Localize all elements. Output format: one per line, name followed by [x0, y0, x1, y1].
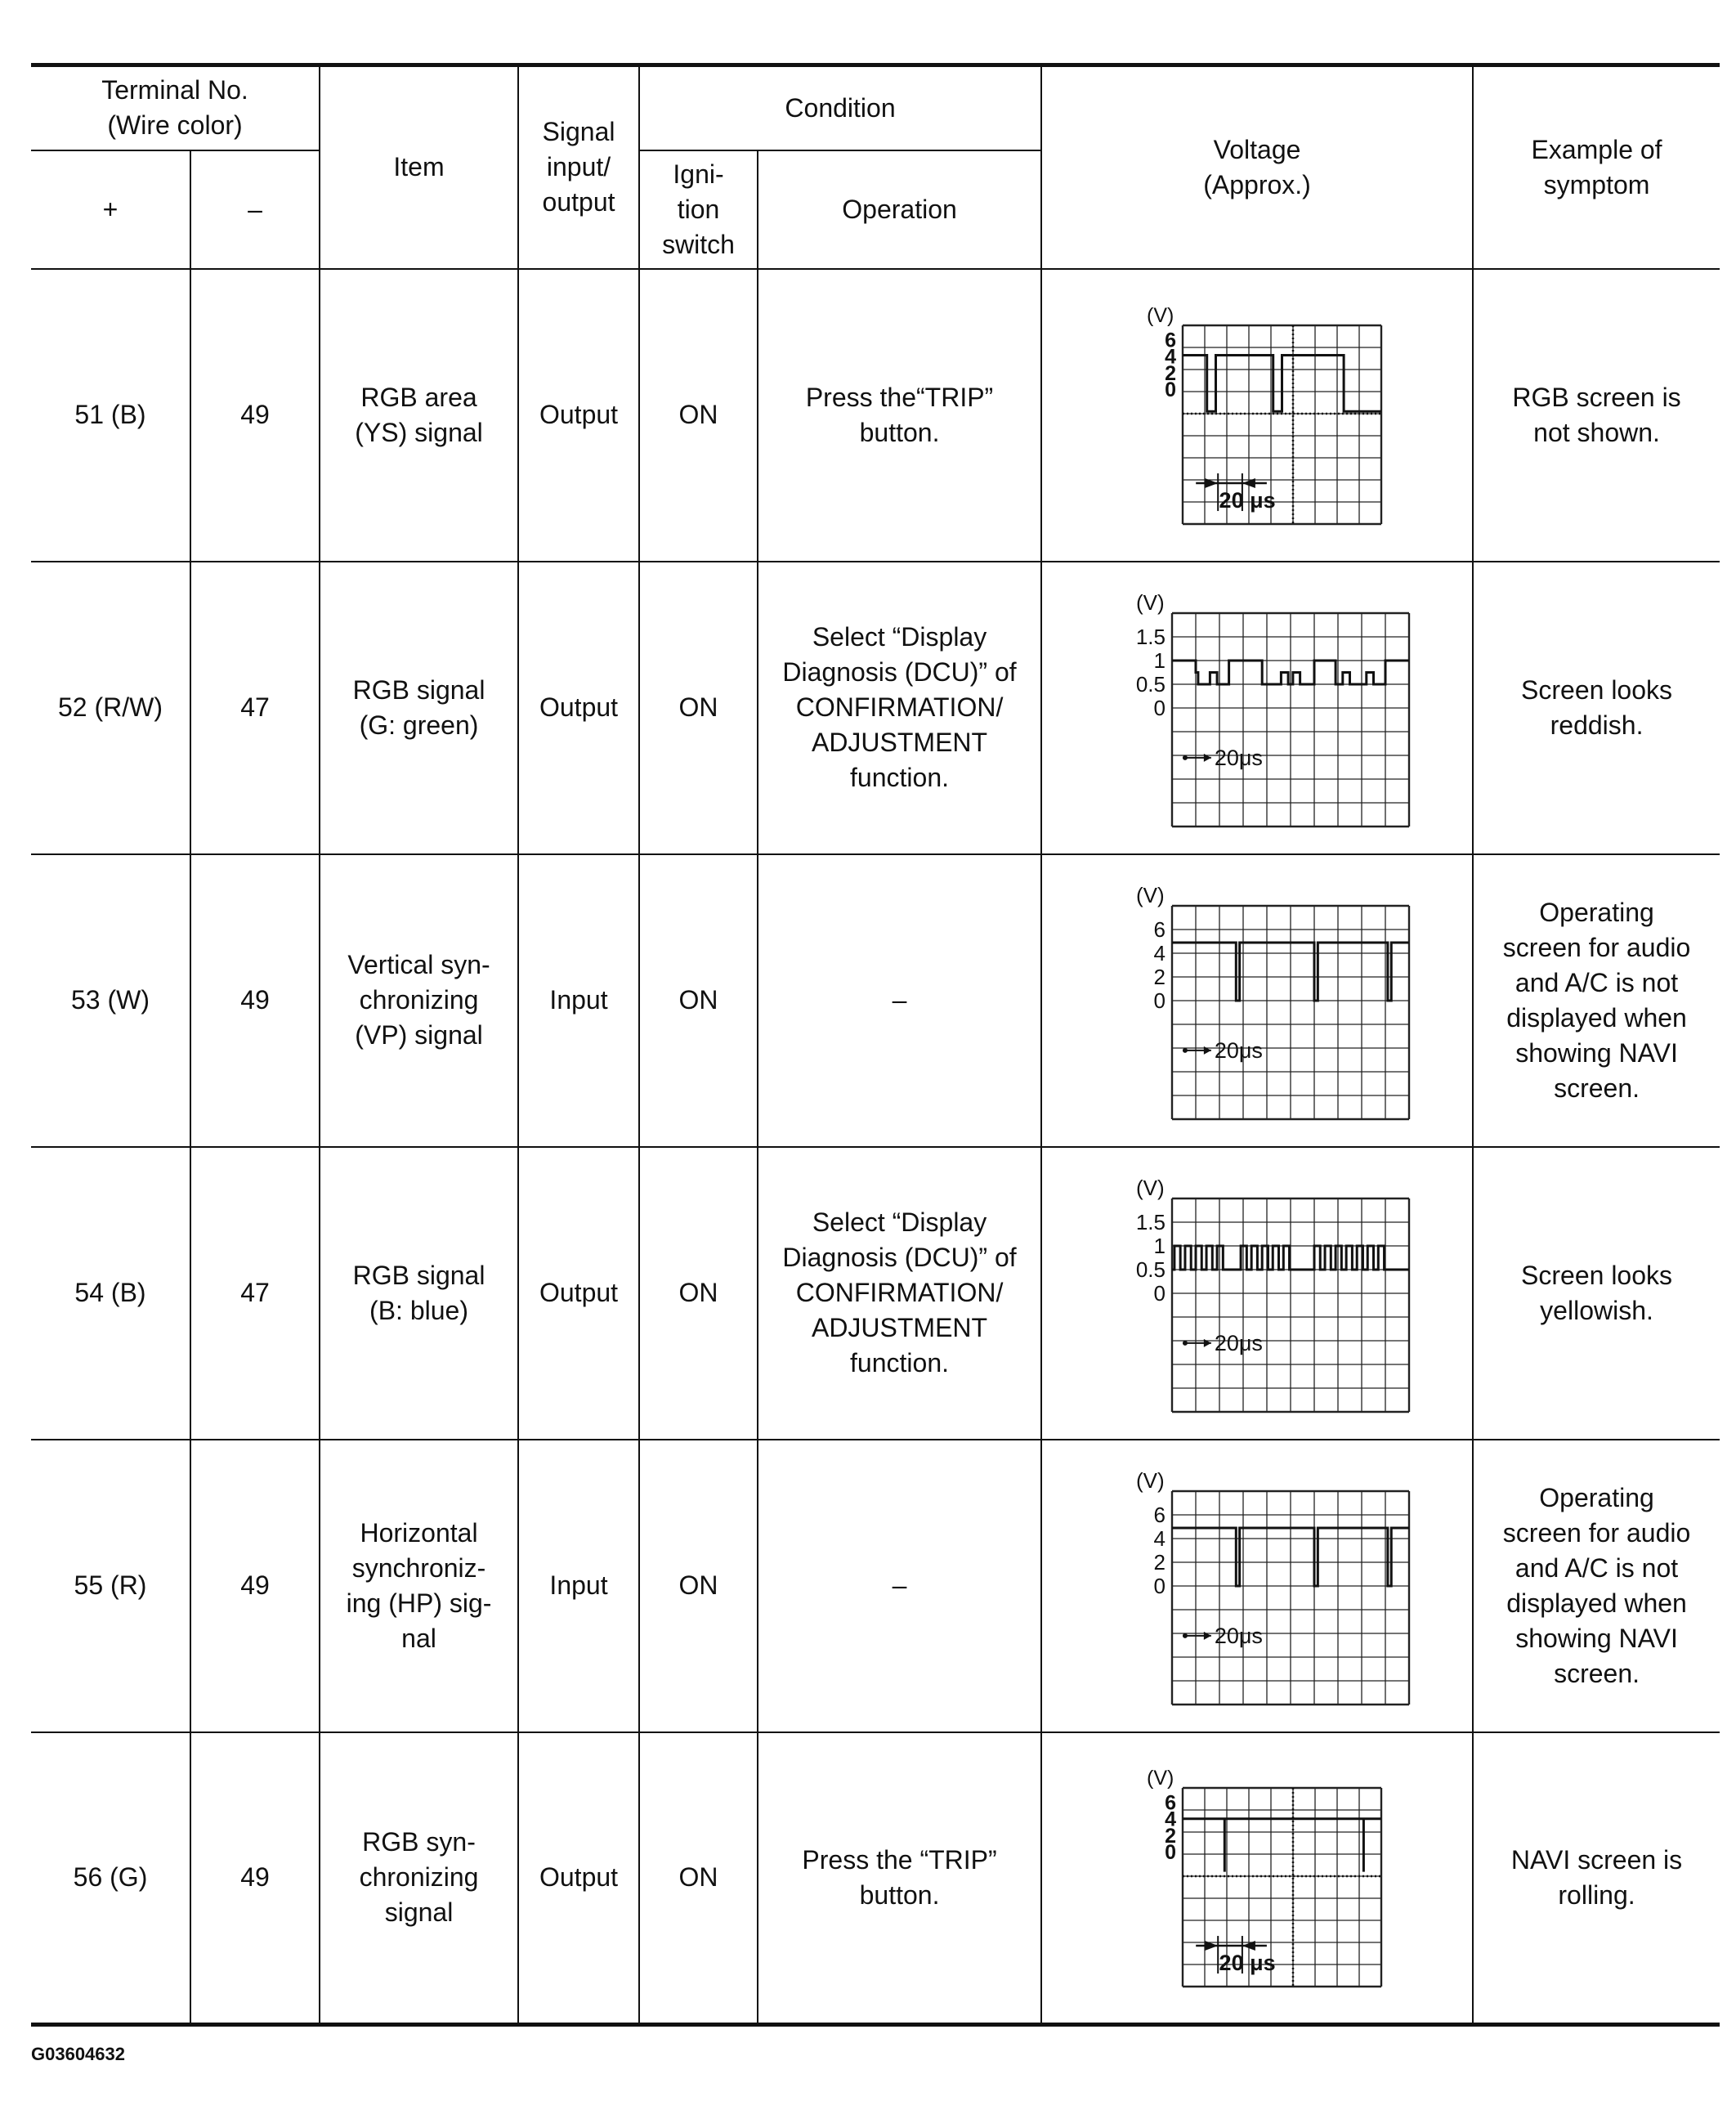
- cell-operation-text: Select “Display Diagnosis (DCU)” of CONFIRMATION/ ADJUSTMENT function.: [782, 1207, 1017, 1378]
- voltage-waveform: [1125, 1763, 1389, 1991]
- cell-symptom: [1473, 269, 1720, 562]
- waveform-y-tick: 6: [1164, 1791, 1176, 1815]
- header-symptom: [1473, 65, 1720, 269]
- cell-item: [320, 1440, 518, 1732]
- waveform-y-tick: 0: [1153, 1281, 1166, 1306]
- cell-operation-text: –: [892, 1570, 907, 1600]
- table-header: [31, 65, 1720, 269]
- cell-symptom: [1473, 1732, 1720, 2025]
- waveform-grid: [1172, 1491, 1409, 1705]
- terminal-spec-sheet: [31, 63, 1720, 2033]
- cell-operation: [758, 269, 1041, 562]
- cell-item: [320, 269, 518, 562]
- cell-item-text: RGB signal (G: green): [352, 674, 485, 740]
- header-condition: [639, 65, 1041, 150]
- time-scale-label: 20 μs: [1219, 1951, 1276, 1976]
- cell-signal-io-text: Input: [549, 1570, 608, 1600]
- waveform-y-tick: 6: [1164, 329, 1176, 352]
- waveform-y-tick: 1.5: [1135, 1210, 1166, 1234]
- waveform-y-unit: (V): [1136, 883, 1165, 907]
- waveform-y-tick: 2: [1153, 965, 1166, 989]
- waveform-y-tick: 6: [1153, 1503, 1166, 1527]
- table-row: [31, 562, 1720, 854]
- voltage-waveform: [1097, 876, 1417, 1124]
- cell-terminal-minus: [190, 1732, 320, 2025]
- waveform-y-unit: (V): [1146, 1767, 1174, 1790]
- cell-ignition-text: ON: [678, 400, 718, 429]
- cell-ignition: [639, 562, 758, 854]
- waveform-y-tick: 0.5: [1135, 1257, 1166, 1282]
- voltage-waveform: [1125, 301, 1389, 529]
- time-scale-label: 20μs: [1214, 1330, 1263, 1355]
- cell-voltage: [1041, 1440, 1473, 1732]
- waveform-trace: [1172, 1246, 1409, 1270]
- header-operation: [758, 150, 1041, 269]
- waveform-grid: [1172, 613, 1409, 827]
- cell-signal-io-text: Input: [549, 985, 608, 1015]
- header-terminal-text: Terminal No. (Wire color): [101, 75, 248, 141]
- cell-ignition-text: ON: [678, 1862, 718, 1893]
- cell-signal-io: [518, 1147, 639, 1440]
- header-operation-text: Operation: [842, 194, 957, 224]
- cell-item: [320, 854, 518, 1147]
- cell-operation-text: Press the“TRIP” button.: [805, 382, 994, 447]
- voltage-waveform: [1097, 1169, 1417, 1417]
- cell-ignition: [639, 1732, 758, 2025]
- header-plus: [31, 150, 190, 269]
- waveform-y-tick: 0: [1153, 696, 1166, 720]
- cell-symptom-text: RGB screen is not shown.: [1512, 382, 1681, 447]
- cell-symptom-text: Screen looks reddish.: [1521, 674, 1673, 740]
- cell-terminal-plus-text: 56 (G): [73, 1862, 148, 1893]
- table-row: [31, 854, 1720, 1147]
- cell-ignition-text: ON: [678, 1570, 718, 1600]
- cell-item-text: RGB syn- chronizing signal: [359, 1827, 479, 1928]
- cell-voltage: [1041, 562, 1473, 854]
- cell-signal-io: [518, 1440, 639, 1732]
- waveform-y-tick: 0: [1164, 1841, 1176, 1865]
- waveform-y-tick: 2: [1164, 1825, 1176, 1848]
- cell-ignition-text: ON: [678, 985, 718, 1015]
- cell-symptom: [1473, 854, 1720, 1147]
- cell-terminal-plus: [31, 854, 190, 1147]
- cell-symptom-text: Screen looks yellowish.: [1521, 1260, 1673, 1325]
- cell-ignition-text: ON: [678, 1278, 718, 1307]
- cell-ignition: [639, 1440, 758, 1732]
- waveform-y-tick: 1: [1153, 648, 1166, 673]
- table-body: [31, 269, 1720, 2025]
- cell-terminal-minus-text: 47: [240, 692, 270, 722]
- cell-item-text: Vertical syn- chronizing (VP) signal: [347, 950, 490, 1050]
- cell-terminal-plus-text: 55 (R): [74, 1570, 147, 1600]
- cell-terminal-plus-text: 53 (W): [71, 985, 150, 1015]
- cell-signal-io: [518, 1732, 639, 2025]
- waveform-trace: [1183, 355, 1381, 411]
- waveform-y-tick: 2: [1164, 361, 1176, 385]
- header-terminal: [31, 65, 320, 150]
- header-ignition-text: Igni- tion switch: [662, 159, 735, 259]
- cell-operation: [758, 1147, 1041, 1440]
- cell-symptom: [1473, 562, 1720, 854]
- cell-terminal-minus: [190, 269, 320, 562]
- waveform-y-tick: 0.5: [1135, 672, 1166, 697]
- cell-signal-io: [518, 854, 639, 1147]
- cell-terminal-minus-text: 49: [240, 400, 270, 429]
- cell-signal-io-text: Output: [539, 1278, 619, 1307]
- table-row: [31, 1732, 1720, 2025]
- header-signal-io-text: Signal input/ output: [542, 117, 615, 217]
- cell-voltage: [1041, 1732, 1473, 2025]
- header-minus-text: –: [248, 194, 262, 224]
- voltage-waveform: [1097, 1462, 1417, 1709]
- table-row: [31, 269, 1720, 562]
- header-voltage: [1041, 65, 1473, 269]
- waveform-grid: [1172, 906, 1409, 1119]
- header-voltage-text: Voltage (Approx.): [1203, 134, 1311, 199]
- waveform-y-tick: 4: [1164, 1808, 1176, 1831]
- cell-item: [320, 1147, 518, 1440]
- cell-terminal-plus-text: 51 (B): [74, 400, 146, 429]
- cell-terminal-minus-text: 49: [240, 985, 270, 1015]
- cell-symptom-text: Operating screen for audio and A/C is not displayed when showing NAVI screen.: [1502, 897, 1691, 1103]
- cell-operation: [758, 562, 1041, 854]
- time-scale-label: 20μs: [1214, 745, 1263, 770]
- cell-terminal-minus-text: 49: [240, 1862, 270, 1893]
- cell-symptom-text: Operating screen for audio and A/C is not displayed when showing NAVI screen.: [1502, 1482, 1691, 1688]
- time-scale-label: 20μs: [1214, 1623, 1263, 1648]
- cell-terminal-minus: [190, 1147, 320, 1440]
- cell-terminal-minus: [190, 1440, 320, 1732]
- cell-terminal-minus-text: 47: [240, 1278, 270, 1307]
- header-minus: [190, 150, 320, 269]
- cell-item-text: RGB signal (B: blue): [352, 1260, 485, 1325]
- cell-operation: [758, 854, 1041, 1147]
- waveform-y-unit: (V): [1136, 1176, 1165, 1200]
- cell-terminal-plus: [31, 1732, 190, 2025]
- cell-ignition: [639, 1147, 758, 1440]
- cell-item: [320, 562, 518, 854]
- cell-symptom: [1473, 1147, 1720, 1440]
- waveform-y-tick: 1: [1153, 1234, 1166, 1258]
- waveform-trace: [1183, 1819, 1381, 1872]
- cell-voltage: [1041, 1147, 1473, 1440]
- cell-ignition-text: ON: [678, 692, 718, 722]
- cell-terminal-plus: [31, 562, 190, 854]
- header-signal-io: [518, 65, 639, 269]
- cell-signal-io: [518, 562, 639, 854]
- terminal-inspection-table: [31, 63, 1720, 2027]
- cell-signal-io-text: Output: [539, 400, 619, 429]
- waveform-y-unit: (V): [1146, 304, 1174, 327]
- waveform-y-tick: 0: [1153, 1574, 1166, 1598]
- cell-item-text: RGB area (YS) signal: [355, 382, 483, 447]
- figure-id: G03604632: [31, 2044, 125, 2064]
- cell-operation-text: Press the “TRIP” button.: [802, 1844, 997, 1910]
- header-condition-text: Condition: [785, 92, 896, 123]
- waveform-y-tick: 4: [1153, 1526, 1166, 1551]
- cell-operation: [758, 1440, 1041, 1732]
- cell-terminal-plus: [31, 269, 190, 562]
- waveform-y-unit: (V): [1136, 590, 1165, 615]
- header-item-text: Item: [393, 152, 445, 182]
- table-row: [31, 1147, 1720, 1440]
- header-ignition: [639, 150, 758, 269]
- header-symptom-text: Example of symptom: [1531, 134, 1662, 199]
- waveform-y-unit: (V): [1136, 1468, 1165, 1493]
- time-scale-label: 20μs: [1214, 1037, 1263, 1063]
- cell-symptom-text: NAVI screen is rolling.: [1510, 1844, 1683, 1910]
- cell-operation-text: Select “Display Diagnosis (DCU)” of CONFIRMATION/ ADJUSTMENT function.: [782, 622, 1017, 792]
- waveform-y-tick: 0: [1164, 379, 1176, 401]
- cell-signal-io: [518, 269, 639, 562]
- waveform-y-tick: 0: [1153, 988, 1166, 1013]
- cell-item-text: Horizontal synchroniz- ing (HP) sig- nal: [346, 1517, 492, 1653]
- cell-symptom: [1473, 1440, 1720, 1732]
- table-row: [31, 1440, 1720, 1732]
- waveform-y-tick: 2: [1153, 1550, 1166, 1575]
- cell-terminal-minus: [190, 562, 320, 854]
- cell-signal-io-text: Output: [539, 1862, 619, 1893]
- waveform-y-tick: 4: [1164, 345, 1176, 369]
- cell-ignition: [639, 854, 758, 1147]
- waveform-y-tick: 4: [1153, 941, 1166, 965]
- cell-item: [320, 1732, 518, 2025]
- header-item: [320, 65, 518, 269]
- cell-operation: [758, 1732, 1041, 2025]
- cell-terminal-plus-text: 52 (R/W): [58, 692, 163, 722]
- cell-terminal-plus: [31, 1440, 190, 1732]
- header-plus-text: +: [102, 194, 119, 224]
- cell-ignition: [639, 269, 758, 562]
- waveform-y-tick: 1.5: [1135, 625, 1166, 649]
- cell-terminal-plus: [31, 1147, 190, 1440]
- cell-terminal-minus-text: 49: [240, 1570, 270, 1600]
- cell-voltage: [1041, 854, 1473, 1147]
- cell-terminal-minus: [190, 854, 320, 1147]
- cell-voltage: [1041, 269, 1473, 562]
- cell-terminal-plus-text: 54 (B): [74, 1278, 146, 1307]
- waveform-grid: [1172, 1198, 1409, 1412]
- cell-operation-text: –: [892, 985, 907, 1015]
- time-scale-label: 20 μs: [1219, 488, 1276, 513]
- cell-signal-io-text: Output: [539, 692, 619, 722]
- voltage-waveform: [1097, 584, 1417, 831]
- waveform-y-tick: 6: [1153, 917, 1166, 942]
